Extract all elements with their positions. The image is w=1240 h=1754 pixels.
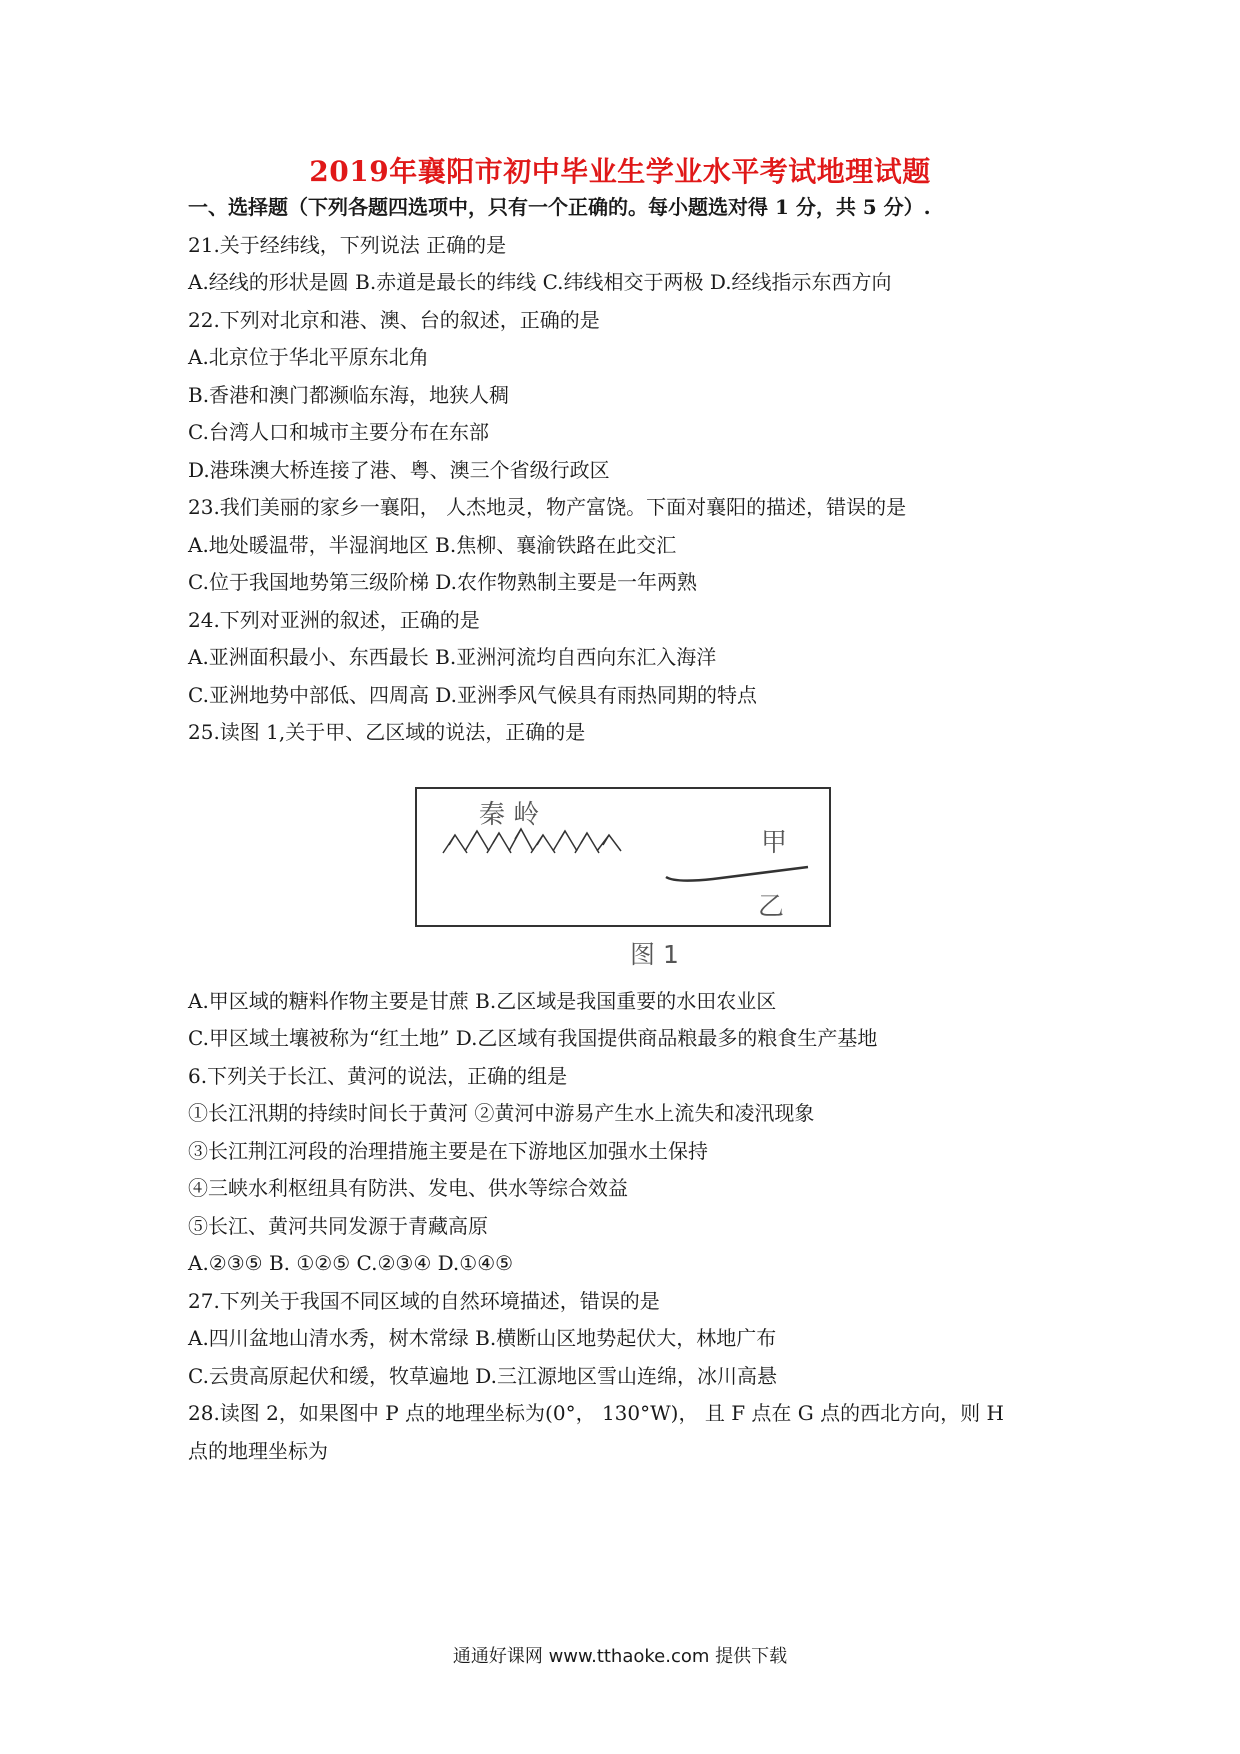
- question-line: A.北京位于华北平原东北角: [188, 345, 429, 369]
- question-line: 6.下列关于长江、黄河的说法，正确的组是: [188, 1064, 568, 1088]
- question-line: 25.读图 1,关于甲、乙区域的说法，正确的是: [188, 720, 586, 744]
- question-line: A.经线的形状是圆 B.赤道是最长的纬线 C.纬线相交于两极 D.经线指示东西方向: [188, 270, 892, 294]
- question-line: ⑤长江、黄河共同发源于青藏高原: [188, 1214, 488, 1238]
- question-line: D.港珠澳大桥连接了港、粤、澳三个省级行政区: [188, 458, 610, 482]
- question-line: 27.下列关于我国不同区域的自然环境描述，错误的是: [188, 1289, 660, 1313]
- region-label-yi: 乙: [758, 892, 785, 922]
- question-line: C.亚洲地势中部低、四周高 D.亚洲季风气候具有雨热同期的特点: [188, 683, 757, 707]
- question-line: 24.下列对亚洲的叙述，正确的是: [188, 608, 480, 632]
- question-line: A.②③⑤ B. ①②⑤ C.②③④ D.①④⑤: [188, 1251, 514, 1275]
- region-label-jia: 甲: [761, 828, 788, 858]
- question-line: 23.我们美丽的家乡一襄阳， 人杰地灵，物产富饶。下面对襄阳的描述，错误的是: [188, 495, 907, 519]
- question-line: C.台湾人口和城市主要分布在东部: [188, 420, 489, 444]
- footer-source: 通通好课网 www.tthaoke.com 提供下载: [452, 1646, 788, 1667]
- figure-1-drawing: [413, 785, 833, 935]
- section-header: 一、选择题（下列各题四选项中，只有一个正确的。每小题选对得 1 分，共 5 分）.: [188, 195, 931, 219]
- question-line: 28.读图 2，如果图中 P 点的地理坐标为(0°， 130°W)， 且 F 点在 G 点的西北方向，则 H: [188, 1401, 1004, 1425]
- mountain-label: 秦 岭: [479, 800, 540, 830]
- question-line: 21.关于经纬线，下列说法 正确的是: [188, 233, 507, 257]
- boundary-line: [666, 867, 808, 881]
- question-line: ④三峡水利枢纽具有防洪、发电、供水等综合效益: [188, 1176, 628, 1200]
- question-line: C.位于我国地势第三级阶梯 D.农作物熟制主要是一年两熟: [188, 570, 697, 594]
- question-line: A.亚洲面积最小、东西最长 B.亚洲河流均自西向东汇入海洋: [188, 645, 717, 669]
- question-line: C.甲区域土壤被称为“红土地” D.乙区域有我国提供商品粮最多的粮食生产基地: [188, 1026, 878, 1050]
- question-line: C.云贵高原起伏和缓，牧草遍地 D.三江源地区雪山连绵，冰川高悬: [188, 1364, 777, 1388]
- question-line: ①长江汛期的持续时间长于黄河 ②黄河中游易产生水上流失和凌汛现象: [188, 1101, 815, 1125]
- figure-1: [413, 785, 833, 955]
- page-title: 2019年襄阳市初中毕业生学业水平考试地理试题: [309, 155, 931, 188]
- question-line: 点的地理坐标为: [188, 1439, 328, 1463]
- mountain-range-icon: [443, 829, 621, 853]
- question-line: A.四川盆地山清水秀，树木常绿 B.横断山区地势起伏大，林地广布: [188, 1326, 777, 1350]
- figure-caption: 图 1: [630, 940, 679, 969]
- question-line: B.香港和澳门都濒临东海，地狭人稠: [188, 383, 510, 407]
- question-line: ③长江荆江河段的治理措施主要是在下游地区加强水土保持: [188, 1139, 708, 1163]
- question-line: A.甲区域的糖料作物主要是甘蔗 B.乙区域是我国重要的水田农业区: [188, 989, 777, 1013]
- question-line: 22.下列对北京和港、澳、台的叙述，正确的是: [188, 308, 600, 332]
- question-line: A.地处暖温带，半湿润地区 B.焦柳、襄渝铁路在此交汇: [188, 533, 677, 557]
